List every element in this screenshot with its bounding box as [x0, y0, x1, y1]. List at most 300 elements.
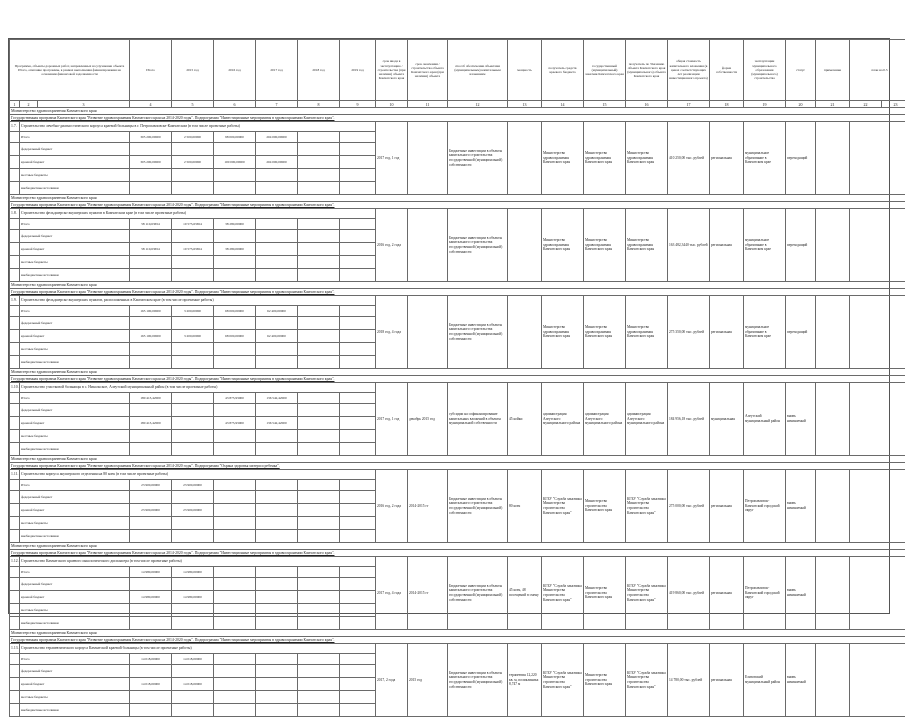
financing-y2018 — [298, 491, 340, 504]
object-plan — [850, 122, 905, 195]
financing-y2016 — [214, 430, 256, 443]
financing-total — [130, 230, 172, 243]
financing-y2015: 2 500,00000 — [172, 156, 214, 169]
header-2017: 2017 год — [256, 40, 298, 101]
object-name: Строительство Камчатского краевого онкологического диспансера (в том числе проектные работы) — [20, 557, 376, 567]
header-note: примечание — [816, 40, 850, 101]
program-title: Государственная программа Камчатского края "Развитие здравоохранения Камчатского края на 2014-2020 годы". Подпрограмма "Охрана здоровья матери и ребенка". — [10, 463, 905, 470]
section-row — [10, 195, 905, 202]
financing-y2017 — [256, 356, 298, 369]
financing-y2016 — [214, 530, 256, 543]
spacer-cell — [10, 691, 20, 704]
financing-y2017 — [256, 578, 298, 591]
financing-total — [130, 356, 172, 369]
column-number: 18 — [710, 101, 744, 108]
financing-source: местные бюджеты — [20, 691, 130, 704]
financing-source: краевой бюджет — [20, 417, 130, 430]
financing-source: федеральный бюджет — [20, 404, 130, 417]
financing-y2019 — [340, 678, 376, 691]
column-number: 1 — [10, 101, 20, 108]
spacer-cell — [10, 306, 20, 317]
financing-source: краевой бюджет — [20, 504, 130, 517]
object-number: 1.12. — [10, 557, 20, 567]
financing-y2017 — [256, 430, 298, 443]
section-row — [10, 456, 905, 463]
financing-y2016 — [214, 704, 256, 717]
financing-y2018 — [298, 393, 340, 404]
spacer-cell — [10, 704, 20, 717]
spacer-cell — [10, 517, 20, 530]
financing-y2018 — [298, 567, 340, 578]
financing-y2019 — [340, 343, 376, 356]
financing-y2018 — [298, 604, 340, 617]
object-status: переходящий — [786, 122, 816, 195]
financing-y2017 — [256, 691, 298, 704]
object-plan — [850, 296, 905, 369]
financing-y2015: 23 900,00000 — [172, 480, 214, 491]
object-name: Строительство фельдшерско-акушерских пунктов в Камчатском крае (в том числе проектные работы) — [20, 209, 376, 219]
column-number: 17 — [668, 101, 710, 108]
object-cost: 275 000,00 тыс. рублей — [668, 470, 710, 543]
financing-y2015 — [172, 356, 214, 369]
spacer-cell — [10, 654, 20, 665]
financing-source: внебюджетные источники — [20, 617, 130, 630]
financing-y2018 — [298, 417, 340, 430]
object-method: Бюджетные инвестиции в объекты капитального строительства государственной (муниципальной) собственности — [448, 296, 508, 369]
financing-total: 14 018,00000 — [130, 654, 172, 665]
financing-y2018 — [298, 617, 340, 630]
object-operator: Алеутский муниципальный район — [744, 383, 786, 456]
object-note — [816, 557, 850, 630]
object-power — [508, 296, 542, 369]
object-customer: Министерство строительства Камчатского края — [584, 470, 626, 543]
financing-y2015: 14 018,00000 — [172, 678, 214, 691]
program-title: Государственная программа Камчатского края "Развитие здравоохранения Камчатского края на 2014-2020 годы". Подпрограмма "Инвестиционные мероприятия в здравоохранении Камчатского края". — [10, 376, 905, 383]
financing-y2018 — [298, 404, 340, 417]
financing-source: федеральный бюджет — [20, 317, 130, 330]
object-builder: Министерство здравоохранения Камчатского края — [626, 296, 668, 369]
program-row — [10, 463, 905, 470]
header-start: срок ввода в эксплуатацию / строительства (при наличии) объекта Камчатского края — [376, 40, 408, 101]
financing-y2019 — [340, 330, 376, 343]
financing-y2019 — [340, 219, 376, 230]
object-number: 1.7. — [10, 122, 20, 132]
object-number: 1.10. — [10, 383, 20, 393]
financing-y2018 — [298, 704, 340, 717]
header-total: Итого — [130, 40, 172, 101]
financing-y2018 — [298, 256, 340, 269]
object-method: Бюджетные инвестиции в объекты капитального строительства государственной (муниципальной) собственности — [448, 644, 508, 717]
spacer-cell — [10, 156, 20, 169]
financing-y2019 — [340, 604, 376, 617]
financing-y2015: 14 980,00000 — [172, 591, 214, 604]
financing-y2015: 23 900,00000 — [172, 504, 214, 517]
financing-y2018 — [298, 430, 340, 443]
financing-source: внебюджетные источники — [20, 704, 130, 717]
financing-y2015 — [172, 617, 214, 630]
financing-source: местные бюджеты — [20, 169, 130, 182]
column-number-row — [10, 101, 905, 108]
column-number: 19 — [744, 101, 786, 108]
financing-total — [130, 169, 172, 182]
financing-y2017: 204 000,00000 — [256, 156, 298, 169]
financing-y2017: 62 400,00000 — [256, 306, 298, 317]
financing-total: 180 413,42000 — [130, 417, 172, 430]
spacer-cell — [10, 404, 20, 417]
financing-source: внебюджетные источники — [20, 443, 130, 456]
financing-total — [130, 691, 172, 704]
object-number: 1.11. — [10, 470, 20, 480]
financing-y2019 — [340, 430, 376, 443]
spacer-cell — [10, 578, 20, 591]
financing-y2016: 68 000,00000 — [214, 306, 256, 317]
object-recipient: администрация Алеутского муниципального района — [542, 383, 584, 456]
financing-y2016 — [214, 617, 256, 630]
financing-y2018 — [298, 156, 340, 169]
financing-y2017 — [256, 654, 298, 665]
financing-total: 305 200,00000 — [130, 132, 172, 143]
document-sheet — [8, 38, 890, 614]
financing-y2015 — [172, 404, 214, 417]
financing-y2016 — [214, 269, 256, 282]
program-row — [10, 637, 905, 644]
header-builder: получатель по Указанию объекта Камчатского края (муниципального) объекта Камчатского края — [626, 40, 668, 101]
object-power: 45 коек, 48 посещений в смену — [508, 557, 542, 630]
section-row — [10, 369, 905, 376]
financing-y2019 — [340, 491, 376, 504]
financing-total: 165 100,00000 — [130, 330, 172, 343]
financing-y2017 — [256, 243, 298, 256]
financing-y2017 — [256, 343, 298, 356]
spacer-cell — [10, 230, 20, 243]
financing-y2017 — [256, 143, 298, 156]
object-ownership-form: региональная — [710, 122, 744, 195]
program-row — [10, 550, 905, 557]
object-builder: КГБУ "Служба заказчика Министерства строительства Камчатского края" — [626, 470, 668, 543]
section-row — [10, 108, 905, 115]
spacer-cell — [10, 491, 20, 504]
object-name: Строительство фельдшерско-акушерских пунктов, расположенных в Камчатском крае (в том числе проектные работы) — [20, 296, 376, 306]
financing-y2019 — [340, 578, 376, 591]
financing-source: местные бюджеты — [20, 343, 130, 356]
financing-total: 14 980,00000 — [130, 567, 172, 578]
object-operator: Петропавловск-Камчатский городской округ — [744, 470, 786, 543]
object-note — [816, 122, 850, 195]
financing-y2016 — [214, 169, 256, 182]
financing-y2015 — [172, 517, 214, 530]
column-number: 12 — [448, 101, 508, 108]
object-cost: 14 780,00 тыс. рублей — [668, 644, 710, 717]
column-number: 3 — [38, 101, 130, 108]
spacer-cell — [10, 430, 20, 443]
section-title: Министерство здравоохранения Камчатского края — [10, 282, 905, 289]
object-status: вновь начинаемый — [786, 470, 816, 543]
financing-total — [130, 704, 172, 717]
financing-y2016 — [214, 480, 256, 491]
financing-y2016 — [214, 691, 256, 704]
column-number: 21 — [816, 101, 850, 108]
financing-total — [130, 404, 172, 417]
financing-y2016 — [214, 491, 256, 504]
object-method: Бюджетные инвестиции в объекты капитального строительства государственной (муниципальной) собственности — [448, 557, 508, 630]
column-number: 10 — [376, 101, 408, 108]
financing-y2019 — [340, 617, 376, 630]
financing-y2019 — [340, 504, 376, 517]
financing-total: 58 110,63654 — [130, 243, 172, 256]
financing-y2015: 14 018,00000 — [172, 654, 214, 665]
financing-y2019 — [340, 356, 376, 369]
object-term: 2017 год, 4 года — [376, 557, 408, 630]
financing-y2016 — [214, 678, 256, 691]
object-recipient: КГБУ "Служба заказчика Министерства строительства Камчатского края" — [542, 470, 584, 543]
financing-y2015 — [172, 443, 214, 456]
financing-y2017 — [256, 219, 298, 230]
financing-y2016 — [214, 504, 256, 517]
spacer-cell — [10, 143, 20, 156]
financing-y2019 — [340, 256, 376, 269]
financing-total — [130, 343, 172, 356]
object-status: переходящий — [786, 296, 816, 369]
financing-y2017 — [256, 504, 298, 517]
object-builder: КГБУ "Служба заказчика Министерства строительства Камчатского края" — [626, 644, 668, 717]
financing-source: федеральный бюджет — [20, 230, 130, 243]
financing-source: краевой бюджет — [20, 156, 130, 169]
financing-y2015 — [172, 143, 214, 156]
spacer-cell — [10, 169, 20, 182]
financing-y2015 — [172, 704, 214, 717]
object-recipient: Министерство здравоохранения Камчатского края — [542, 296, 584, 369]
program-title: Государственная программа Камчатского края "Развитие здравоохранения Камчатского края на 2014-2020 годы". Подпрограмма "Инвестиционные мероприятия в здравоохранении Камчатского края". — [10, 550, 905, 557]
spacer-cell — [10, 504, 20, 517]
header-form: форма собственности — [710, 40, 744, 101]
object-method: субсидии на софинансирование капитальных вложений в объекты муниципальной собственности — [448, 383, 508, 456]
financing-source: Итого — [20, 480, 130, 491]
spacer-cell — [10, 330, 20, 343]
financing-y2017 — [256, 230, 298, 243]
financing-y2016 — [214, 604, 256, 617]
column-number: 9 — [340, 101, 376, 108]
financing-y2015 — [172, 604, 214, 617]
financing-y2018 — [298, 132, 340, 143]
spacer-cell — [10, 678, 20, 691]
object-ownership-form: региональная — [710, 296, 744, 369]
section-row — [10, 282, 905, 289]
spacer-cell — [10, 132, 20, 143]
object-ownership-form: региональная — [710, 557, 744, 630]
financing-y2015 — [172, 343, 214, 356]
financing-total: 58 110,63654 — [130, 219, 172, 230]
financing-y2018 — [298, 504, 340, 517]
financing-total: 23 900,00000 — [130, 480, 172, 491]
financing-total — [130, 517, 172, 530]
financing-y2019 — [340, 243, 376, 256]
column-number: 7 — [256, 101, 298, 108]
financing-y2018 — [298, 343, 340, 356]
object-cost: 410 250,00 тыс. рублей — [668, 122, 710, 195]
object-power: 45 койки — [508, 383, 542, 456]
object-recipient: КГБУ "Служба заказчика Министерства строительства Камчатского края" — [542, 644, 584, 717]
program-row — [10, 115, 905, 122]
financing-source: федеральный бюджет — [20, 665, 130, 678]
financing-total — [130, 491, 172, 504]
object-method: Бюджетные инвестиции в объекты капитального строительства государственной (муниципальной) собственности — [448, 470, 508, 543]
spacer-cell — [10, 219, 20, 230]
object-recipient: Министерство здравоохранения Камчатского края — [542, 122, 584, 195]
financing-y2019 — [340, 591, 376, 604]
object-recipient: КГБУ "Служба заказчика Министерства строительства Камчатского края" — [542, 557, 584, 630]
financing-y2017 — [256, 169, 298, 182]
financing-y2016 — [214, 404, 256, 417]
financing-y2017 — [256, 530, 298, 543]
financing-total — [130, 578, 172, 591]
object-plan — [850, 209, 905, 282]
financing-total — [130, 182, 172, 195]
financing-y2019 — [340, 306, 376, 317]
header-end: срок окончания / строительства объекта Камчатского края (при наличии) объекта — [408, 40, 448, 101]
spacer-cell — [10, 567, 20, 578]
financing-y2019 — [340, 665, 376, 678]
object-builder: Министерство здравоохранения Камчатского края — [626, 122, 668, 195]
object-name: Строительство корпуса акушерского отделения на 80 коек (в том числе проектные работы) — [20, 470, 376, 480]
object-ownership-form: муниципальная — [710, 383, 744, 456]
financing-total: 165 100,00000 — [130, 306, 172, 317]
object-plan — [850, 470, 905, 543]
object-cost: 275 350,00 тыс. рублей — [668, 296, 710, 369]
object-row — [10, 557, 905, 567]
financing-y2017 — [256, 480, 298, 491]
object-term: 2016 год, 2 года — [376, 470, 408, 543]
object-ownership-form: региональная — [710, 209, 744, 282]
header-operator: эксплуатации муниципального образования (муниципального) строительства — [744, 40, 786, 101]
column-number: 8 — [298, 101, 340, 108]
header-object: Программа, объекты дорожных работ, направленных на улучшение объекта Итого, описание программы, в рамках выполнения финансирования на основании финансовой задолженности — [10, 40, 130, 101]
financing-y2016: 68 000,00000 — [214, 330, 256, 343]
financing-source: Итого — [20, 654, 130, 665]
object-end-date — [408, 296, 448, 369]
header-2015: 2015 год — [172, 40, 214, 101]
financing-y2017 — [256, 567, 298, 578]
financing-y2016 — [214, 256, 256, 269]
financing-y2017 — [256, 317, 298, 330]
financing-y2015: 3 200,00000 — [172, 330, 214, 343]
financing-total: 305 200,00000 — [130, 156, 172, 169]
object-power: терапевтия 12,220 кв. м, поликлиника 8,747 м — [508, 644, 542, 717]
financing-y2018 — [298, 591, 340, 604]
section-title: Министерство здравоохранения Камчатского края — [10, 195, 905, 202]
object-customer: Министерство здравоохранения Камчатского края — [584, 209, 626, 282]
object-number: 1.9. — [10, 296, 20, 306]
spacer-cell — [10, 604, 20, 617]
financing-y2018 — [298, 182, 340, 195]
financing-y2018 — [298, 356, 340, 369]
section-title: Министерство здравоохранения Камчатского края — [10, 108, 905, 115]
object-end-date: декабрь 2015 год — [408, 383, 448, 456]
spacer-cell — [10, 443, 20, 456]
financing-y2015 — [172, 230, 214, 243]
financing-y2019 — [340, 132, 376, 143]
header-2016: 2016 год — [214, 40, 256, 101]
financing-y2017 — [256, 182, 298, 195]
financing-y2017 — [256, 591, 298, 604]
spacer-cell — [10, 480, 20, 491]
financing-y2017: 136 542,42000 — [256, 417, 298, 430]
financing-y2019 — [340, 530, 376, 543]
program-title: Государственная программа Камчатского края "Развитие здравоохранения Камчатского края на 2014-2020 годы". Подпрограмма "Инвестиционные мероприятия в здравоохранении Камчатского края". — [10, 202, 905, 209]
financing-source: Итого — [20, 132, 130, 143]
object-customer: Министерство здравоохранения Камчатского края — [584, 122, 626, 195]
financing-y2018 — [298, 269, 340, 282]
financing-y2016 — [214, 591, 256, 604]
financing-y2018 — [298, 443, 340, 456]
financing-source: внебюджетные источники — [20, 356, 130, 369]
object-status: вновь начинаемый — [786, 383, 816, 456]
financing-y2016: 100 000,00000 — [214, 156, 256, 169]
program-row — [10, 202, 905, 209]
financing-y2019 — [340, 517, 376, 530]
financing-y2017: 136 542,42000 — [256, 393, 298, 404]
section-title: Министерство здравоохранения Камчатского края — [10, 456, 905, 463]
program-row — [10, 289, 905, 296]
financing-source: местные бюджеты — [20, 256, 130, 269]
financing-y2017 — [256, 665, 298, 678]
financing-y2016 — [214, 443, 256, 456]
financing-y2015 — [172, 665, 214, 678]
object-plan — [850, 383, 905, 456]
header-2019: 2019 год — [340, 40, 376, 101]
financing-source: местные бюджеты — [20, 604, 130, 617]
financing-y2019 — [340, 691, 376, 704]
financing-y2016: 98 000,00000 — [214, 132, 256, 143]
financing-y2018 — [298, 230, 340, 243]
header-plan: план на 0.5 — [850, 40, 905, 101]
header-row — [10, 40, 905, 101]
financing-y2019 — [340, 143, 376, 156]
financing-source: краевой бюджет — [20, 243, 130, 256]
financing-total — [130, 443, 172, 456]
spacer-cell — [10, 530, 20, 543]
object-note — [816, 644, 850, 717]
column-number: 23 — [882, 101, 905, 108]
object-note — [816, 209, 850, 282]
object-method: Бюджетные инвестиции в объекты капитального строительства государственной (муниципальной) собственности — [448, 209, 508, 282]
financing-y2019 — [340, 393, 376, 404]
financing-y2016 — [214, 182, 256, 195]
spacer-cell — [10, 665, 20, 678]
header-2018: 2018 год — [298, 40, 340, 101]
object-row — [10, 383, 905, 393]
column-number: 2 — [20, 101, 38, 108]
financing-total — [130, 269, 172, 282]
financing-total: 14 018,00000 — [130, 678, 172, 691]
object-row — [10, 644, 905, 654]
financing-y2015 — [172, 393, 214, 404]
financing-y2016 — [214, 317, 256, 330]
object-operator: муниципальное образование в Камчатском крае — [744, 296, 786, 369]
financing-source: федеральный бюджет — [20, 491, 130, 504]
financing-y2017 — [256, 404, 298, 417]
financing-y2015 — [172, 417, 214, 430]
financing-y2018 — [298, 691, 340, 704]
column-number: 14 — [542, 101, 584, 108]
program-title: Государственная программа Камчатского края "Развитие здравоохранения Камчатского края на 2014-2020 годы". Подпрограмма "Инвестиционные мероприятия в здравоохранении Камчатского края". — [10, 637, 905, 644]
financing-y2016: 43 873,93000 — [214, 417, 256, 430]
financing-y2019 — [340, 654, 376, 665]
financing-y2018 — [298, 330, 340, 343]
financing-y2017 — [256, 704, 298, 717]
financing-y2017: 62 400,00000 — [256, 330, 298, 343]
column-number: 5 — [172, 101, 214, 108]
section-title: Министерство здравоохранения Камчатского края — [10, 543, 905, 550]
